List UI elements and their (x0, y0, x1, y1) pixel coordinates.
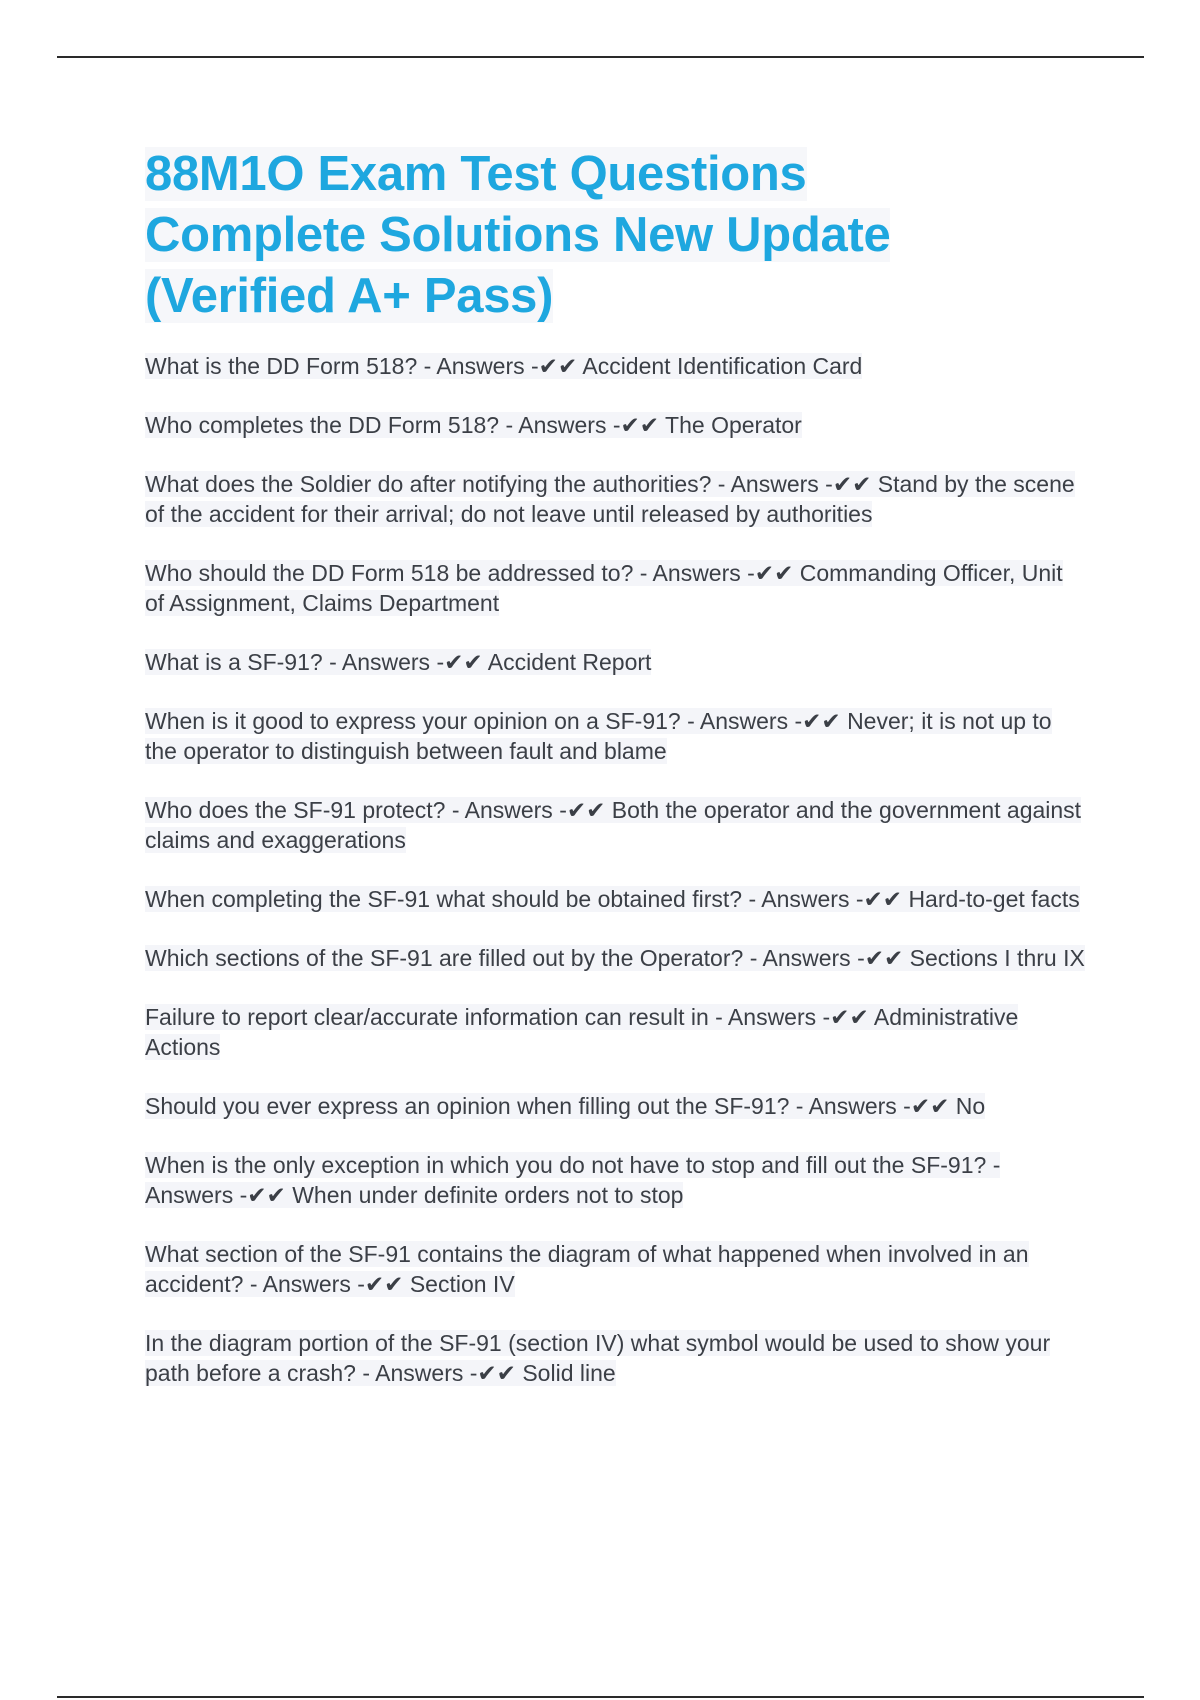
question-text: Who completes the DD Form 518? (145, 412, 500, 438)
answer-text: When under definite orders not to stop (292, 1182, 684, 1208)
answer-text: Accident Report (487, 649, 652, 675)
qa-list (145, 351, 1085, 1388)
qa-text (145, 1093, 985, 1119)
answer-marker: - Answers -✔✔ (749, 945, 904, 971)
qa-item (145, 647, 1085, 677)
qa-item (145, 1002, 1085, 1062)
question-text: Who does the SF-91 protect? (145, 797, 446, 823)
answer-marker: - Answers -✔✔ (748, 886, 903, 912)
qa-text (145, 560, 1063, 616)
title-block (145, 144, 965, 327)
qa-item (145, 558, 1085, 618)
question-text: What section of the SF-91 contains the diagram of what happened when involved in an accident? (145, 1241, 1029, 1297)
answer-text: Administrative Actions (145, 1004, 1019, 1060)
question-text: What is a SF-91? (145, 649, 323, 675)
answer-marker: - Answers -✔✔ (687, 708, 841, 734)
answer-text: No (955, 1093, 986, 1119)
answer-marker: - Answers -✔✔ (145, 1152, 1001, 1208)
answer-text: Never; it is not up to the operator to distinguish between fault and blame (145, 708, 1052, 764)
qa-item (145, 1091, 1085, 1121)
answer-text: Section IV (409, 1271, 515, 1297)
answer-marker: - Answers -✔✔ (249, 1271, 404, 1297)
question-text: Which sections of the SF-91 are filled out by the Operator? (145, 945, 744, 971)
document-body (145, 144, 1085, 1417)
answer-marker: - Answers -✔✔ (451, 797, 606, 823)
top-rule (57, 56, 1144, 58)
qa-item (145, 1150, 1085, 1210)
qa-item (145, 706, 1085, 766)
qa-text (145, 1152, 1000, 1208)
question-text: When is it good to express your opinion on a SF-91? (145, 708, 681, 734)
answer-text: Hard-to-get facts (908, 886, 1080, 912)
question-text: In the diagram portion of the SF-91 (section IV) what symbol would be used to show your path before a crash? (145, 1330, 1051, 1386)
question-text: When is the only exception in which you do not have to stop and fill out the SF-91? (145, 1152, 987, 1178)
answer-text: Commanding Officer, Unit of Assignment, Claims Department (145, 560, 1063, 616)
qa-text (145, 1004, 1018, 1060)
answer-text: Stand by the scene of the accident for their arrival; do not leave until released by authorities (145, 471, 1075, 527)
qa-item (145, 351, 1085, 381)
question-text: Who should the DD Form 518 be addressed to? (145, 560, 634, 586)
answer-text: Accident Identification Card (582, 353, 863, 379)
answer-text: Sections I thru IX (909, 945, 1085, 971)
qa-item (145, 943, 1085, 973)
question-text: Failure to report clear/accurate information can result in (145, 1004, 709, 1030)
qa-text (145, 945, 1085, 971)
qa-text (145, 353, 862, 379)
qa-item (145, 469, 1085, 529)
qa-text (145, 471, 1075, 527)
question-text: What does the Soldier do after notifying the authorities? (145, 471, 712, 497)
qa-text (145, 797, 1081, 853)
answer-marker: - Answers -✔✔ (715, 1004, 869, 1030)
question-text: Should you ever express an opinion when filling out the SF-91? (145, 1093, 790, 1119)
question-text: When completing the SF-91 what should be obtained first? (145, 886, 743, 912)
bottom-rule (57, 1696, 1144, 1698)
answer-marker: - Answers -✔✔ (717, 471, 872, 497)
qa-text (145, 412, 802, 438)
qa-item (145, 1328, 1085, 1388)
qa-item (145, 795, 1085, 855)
qa-item (145, 1239, 1085, 1299)
answer-text: The Operator (665, 412, 802, 438)
answer-text: Solid line (522, 1360, 616, 1386)
qa-text (145, 1241, 1029, 1297)
qa-text (145, 649, 651, 675)
answer-marker: - Answers -✔✔ (639, 560, 794, 586)
qa-text (145, 708, 1052, 764)
qa-item (145, 884, 1085, 914)
document-title: 88M1O Exam Test Questions Complete Solutions New Update (Verified A+ Pass) (145, 147, 891, 323)
answer-marker: - Answers -✔✔ (362, 1360, 516, 1386)
answer-marker: - Answers -✔✔ (329, 649, 483, 675)
question-text: What is the DD Form 518? (145, 353, 418, 379)
qa-text (145, 886, 1080, 912)
qa-item (145, 410, 1085, 440)
answer-marker: - Answers -✔✔ (505, 412, 660, 438)
answer-text: Both the operator and the government against claims and exaggerations (145, 797, 1082, 853)
answer-marker: - Answers -✔✔ (795, 1093, 950, 1119)
qa-text (145, 1330, 1050, 1386)
answer-marker: - Answers -✔✔ (423, 353, 578, 379)
